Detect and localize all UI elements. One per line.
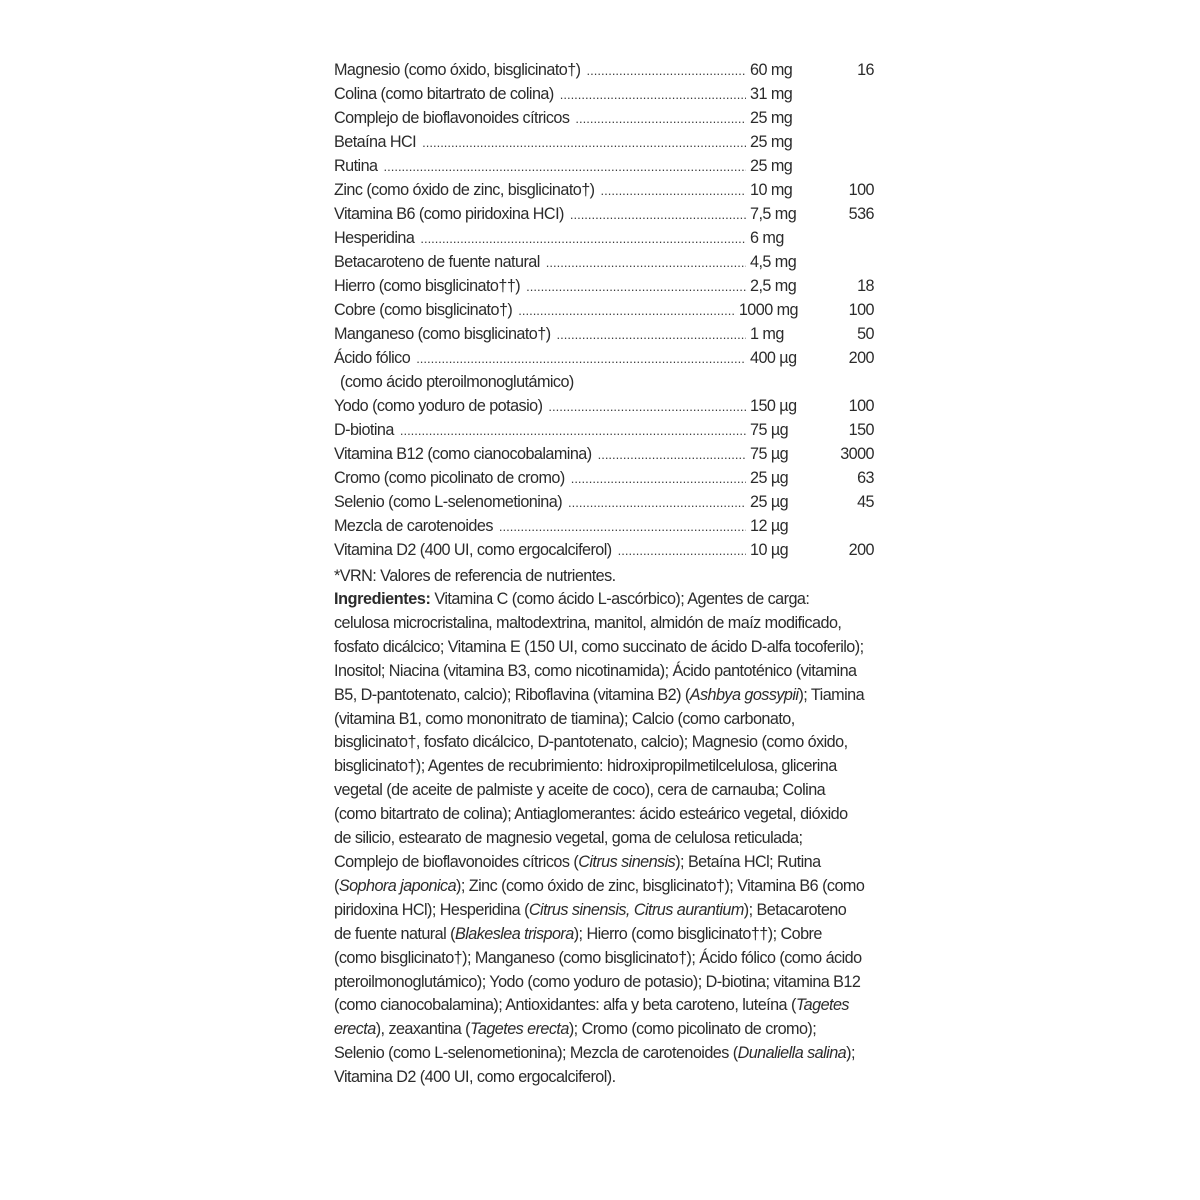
ingredients-paragraph <box>334 588 866 1090</box>
nutrient-name: Colina (como bitartrato de colina) <box>334 85 554 103</box>
ingredient-text: ); Zinc (como óxido de zinc, bisglicinato†); Vitamina B6 (como piridoxina HCl); Hesperidina ( <box>334 876 865 919</box>
nutrient-name: Rutina <box>334 157 378 175</box>
dot-leader <box>601 178 746 203</box>
nutrient-amount: 7,5 mg <box>750 205 797 223</box>
nutrient-name: Betaína HCI <box>334 133 417 151</box>
vrn-footnote: *VRN: Valores de referencia de nutrientes. <box>334 567 616 585</box>
dot-leader <box>587 58 746 83</box>
nutrient-name: Cromo (como picolinato de cromo) <box>334 469 565 487</box>
nutrient-row <box>334 154 874 178</box>
nutrient-row <box>334 346 874 370</box>
nutrient-row <box>334 442 874 466</box>
nutrient-row <box>334 538 874 562</box>
nutrient-amount: 2,5 mg <box>750 277 797 295</box>
ingredient-text: ); Vitamina D2 (400 UI, como ergocalciferol). <box>334 1044 855 1087</box>
nutrient-amount: 400 µg <box>750 349 797 367</box>
nutrient-row <box>334 490 874 514</box>
nutrient-vrn-percent: 536 <box>848 205 874 223</box>
dot-leader <box>571 466 746 491</box>
nutrient-row <box>334 106 874 130</box>
nutrient-name: Mezcla de carotenoides <box>334 517 493 535</box>
nutrient-name: Manganeso (como bisglicinato†) <box>334 325 551 343</box>
ingredient-species-name: Tagetes erecta <box>470 1020 569 1039</box>
ingredient-text: ); Betaína HCl; Rutina ( <box>334 852 821 895</box>
dot-leader <box>422 130 746 155</box>
dot-leader <box>560 82 746 107</box>
nutrient-vrn-percent: 63 <box>857 469 874 487</box>
nutrient-vrn-percent: 50 <box>857 325 874 343</box>
nutrient-vrn-percent: 18 <box>857 277 874 295</box>
nutrient-amount: 1000 mg <box>738 301 798 319</box>
nutrient-row <box>334 82 874 106</box>
nutrient-row <box>334 394 874 418</box>
nutrient-row <box>334 466 874 490</box>
ingredient-text: ); Cromo (como picolinato de cromo); Selenio (como L-selenometionina); Mezcla de carotenoides ( <box>334 1020 817 1063</box>
nutrient-vrn-percent: 16 <box>857 61 874 79</box>
ingredient-species-name: Blakeslea trispora <box>454 924 574 943</box>
ingredient-species-name: Sophora japonica <box>338 876 457 895</box>
nutrient-vrn-percent: 100 <box>848 397 874 415</box>
nutrient-name: D-biotina <box>334 421 394 439</box>
nutrient-amount: 12 µg <box>750 517 789 535</box>
nutrient-row <box>334 514 874 538</box>
nutrient-name: Cobre (como bisglicinato†) <box>334 301 513 319</box>
ingredient-text: ); Betacaroteno de fuente natural ( <box>334 900 847 943</box>
nutrient-row <box>334 298 874 322</box>
nutrient-name: Betacaroteno de fuente natural <box>334 253 540 271</box>
ingredient-species-name: Ashbya gossypii <box>689 685 799 704</box>
dot-leader <box>384 154 747 179</box>
dot-leader <box>557 322 746 347</box>
nutrient-row <box>334 202 874 226</box>
nutrient-amount: 150 µg <box>750 397 797 415</box>
dot-leader <box>499 514 746 539</box>
nutrient-name: Vitamina D2 (400 UI, como ergocalciferol) <box>334 541 612 559</box>
nutrient-name: Ácido fólico <box>334 349 411 367</box>
nutrient-amount: 31 mg <box>750 85 793 103</box>
nutrient-amount: 75 µg <box>750 421 789 439</box>
nutrient-subtext: (como ácido pteroilmonoglutámico) <box>340 373 574 391</box>
nutrient-row <box>334 178 874 202</box>
nutrient-name: Vitamina B6 (como piridoxina HCI) <box>334 205 564 223</box>
supplement-label-panel <box>334 58 874 1090</box>
dot-leader <box>618 538 746 563</box>
nutrient-row <box>334 322 874 346</box>
dot-leader <box>570 202 746 227</box>
nutrient-amount: 25 mg <box>750 133 793 151</box>
dot-leader <box>420 226 746 251</box>
nutrient-vrn-percent: 200 <box>848 541 874 559</box>
nutrient-vrn-percent: 100 <box>848 301 874 319</box>
nutrient-vrn-percent: 3000 <box>840 445 874 463</box>
dot-leader <box>416 346 746 371</box>
nutrient-name: Selenio (como L-selenometionina) <box>334 493 563 511</box>
nutrient-amount: 6 mg <box>750 229 784 247</box>
ingredient-species-name: Citrus sinensis <box>578 852 676 871</box>
nutrient-amount: 25 µg <box>750 469 789 487</box>
nutrient-row <box>334 418 874 442</box>
nutrient-vrn-percent: 150 <box>848 421 874 439</box>
dot-leader <box>575 106 746 131</box>
nutrient-vrn-percent: 100 <box>848 181 874 199</box>
nutrient-amount: 25 µg <box>750 493 789 511</box>
nutrient-amount: 10 µg <box>750 541 789 559</box>
dot-leader <box>526 274 746 299</box>
nutrient-row <box>334 274 874 298</box>
ingredient-species-name: Citrus sinensis, Citrus aurantium <box>528 900 744 919</box>
nutrient-name: Magnesio (como óxido, bisglicinato†) <box>334 61 581 79</box>
nutrient-vrn-percent: 45 <box>857 493 874 511</box>
nutrient-amount: 75 µg <box>750 445 789 463</box>
nutrient-amount: 4,5 mg <box>750 253 797 271</box>
ingredient-species-name: Dunaliella salina <box>737 1044 847 1063</box>
nutrient-amount: 1 mg <box>750 325 784 343</box>
dot-leader <box>568 490 746 515</box>
nutrient-row <box>334 226 874 250</box>
nutrient-name: Hierro (como bisglicinato††) <box>334 277 521 295</box>
nutrient-amount: 25 mg <box>750 109 793 127</box>
ingredient-text: ); Hierro (como bisglicinato††); Cobre (como bisglicinato†); Manganeso (como bisglicinato†); Ácido fólico (como ácido pteroilmonoglutámico); Yodo (como yoduro de potasio); D-biotina; vitamina B12 (como cianocobalamina); Antioxidantes: alfa y beta caroteno, luteína ( <box>334 924 862 1015</box>
ingredient-species-name: Tagetes erecta <box>334 996 849 1039</box>
nutrient-row <box>334 58 874 82</box>
nutrient-name: Zinc (como óxido de zinc, bisglicinato†) <box>334 181 595 199</box>
dot-leader <box>518 298 735 323</box>
nutrient-table <box>334 58 874 562</box>
ingredient-text: ); Tiamina (vitamina B1, como mononitrato de tiamina); Calcio (como carbonato, bisglicinato†, fosfato dicálcico, D-pantotenato, calcio); Magnesio (como óxido, bisglicinato†); Agentes de recubrimiento: hidroxipropilmetilcelulosa, glicerina vegetal (de aceite de palmiste y aceite de coco), cera de carnauba; Colina (como bitartrato de colina); Antiaglomerantes: ácido esteárico vegetal, dióxido de silicio, estearato de magnesio vegetal, goma de celulosa reticulada; Complejo de bioflavonoides cítricos ( <box>334 685 865 871</box>
nutrient-row <box>334 250 874 274</box>
ingredient-text: ), zeaxantina ( <box>375 1020 471 1039</box>
nutrient-name: Complejo de bioflavonoides cítricos <box>334 109 570 127</box>
nutrient-row <box>334 130 874 154</box>
nutrient-amount: 25 mg <box>750 157 793 175</box>
nutrient-name: Vitamina B12 (como cianocobalamina) <box>334 445 592 463</box>
nutrient-amount: 10 mg <box>750 181 793 199</box>
ingredient-text: Vitamina C (como ácido L-ascórbico); Agentes de carga: celulosa microcristalina, maltodextrina, manitol, almidón de maíz modificado, fosfato dicálcico; Vitamina E (150 UI, como succinato de ácido D-alfa tocoferilo); Inositol; Niacina (vitamina B3, como nicotinamida); Ácido pantoténico (vitamina B5, D-pantotenato, calcio); Riboflavina (vitamina B2) ( <box>334 590 864 704</box>
dot-leader <box>400 418 746 443</box>
dot-leader <box>548 394 746 419</box>
dot-leader <box>546 250 746 275</box>
nutrient-name: Hesperidina <box>334 229 415 247</box>
nutrient-amount: 60 mg <box>750 61 793 79</box>
dot-leader <box>598 442 746 467</box>
nutrient-name: Yodo (como yoduro de potasio) <box>334 397 543 415</box>
ingredients-heading: Ingredientes: <box>334 590 431 608</box>
nutrient-vrn-percent: 200 <box>848 349 874 367</box>
